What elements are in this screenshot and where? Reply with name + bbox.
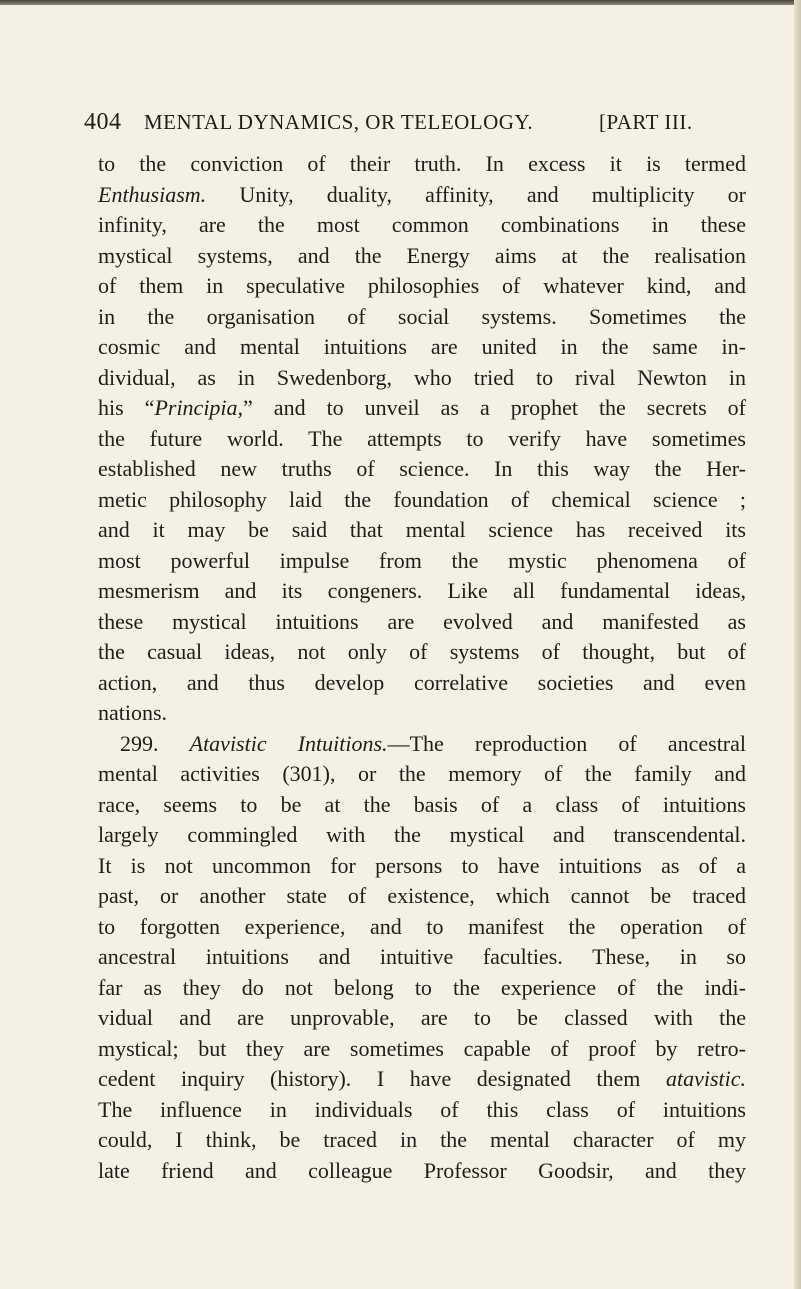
- text-line: infinity, are the most common combinations in these: [98, 212, 746, 237]
- running-head-part: [PART III.: [599, 110, 693, 134]
- section-heading-line: 299. Atavistic Intuitions.—The reproduction of ancestral: [120, 730, 747, 756]
- text-line: late friend and colleague Professor Goodsir, and they: [98, 1157, 746, 1183]
- text-line: Enthusiasm. Unity, duality, affinity, and multiplicity or: [98, 181, 746, 207]
- text-line: and it may be said that mental science has received its: [98, 517, 746, 542]
- text-line: the casual ideas, not only of systems of thought, but of: [98, 639, 746, 664]
- text-line: mesmerism and its congeners. Like all fundamental ideas,: [98, 578, 746, 603]
- text-line: established new truths of science. In this way the Her-: [98, 456, 746, 481]
- text-line: of them in speculative philosophies of whatever kind, and: [98, 273, 746, 298]
- text-line: these mystical intuitions are evolved and manifested as: [98, 608, 746, 634]
- text-line: action, and thus develop correlative societies and even: [98, 669, 746, 695]
- text-line: past, or another state of existence, which cannot be traced: [98, 883, 746, 908]
- text-line: It is not uncommon for persons to have intuitions as of a: [98, 852, 746, 878]
- text-line: race, seems to be at the basis of a class of intuitions: [98, 791, 746, 817]
- page-number: 404: [84, 109, 122, 135]
- text-line: far as they do not belong to the experience of the indi-: [98, 974, 746, 1000]
- italic-term: Enthusiasm.: [98, 181, 207, 207]
- text-line: his “Principia,” and to unveil as a prophet the secrets of: [98, 395, 746, 420]
- text-line: dividual, as in Swedenborg, who tried to rival Newton in: [98, 364, 746, 390]
- italic-title: Principia,: [154, 395, 244, 420]
- text-line: metic philosophy laid the foundation of chemical science ;: [98, 486, 746, 512]
- page-right-edge: [794, 0, 801, 1289]
- text-line: vidual and are unprovable, are to be classed with the: [98, 1005, 746, 1030]
- text-line: mystical systems, and the Energy aims at the realisation: [98, 242, 746, 268]
- text-line: to the conviction of their truth. In excess it is termed: [98, 151, 746, 176]
- text-line: largely commingled with the mystical and transcendental.: [98, 822, 746, 847]
- text-line: mental activities (301), or the memory of the family and: [98, 761, 746, 786]
- text-line: cedent inquiry (history). I have designated them atavistic.: [98, 1066, 746, 1091]
- text-line: to forgotten experience, and to manifest the operation of: [98, 913, 746, 939]
- running-head: [84, 104, 744, 140]
- body-text: [98, 149, 746, 1186]
- text-line: the future world. The attempts to verify have sometimes: [98, 425, 746, 451]
- text-line: could, I think, be traced in the mental character of my: [98, 1127, 746, 1152]
- text-line: The influence in individuals of this class of intuitions: [98, 1096, 746, 1122]
- text-line: nations.: [98, 700, 168, 725]
- italic-term: atavistic.: [665, 1066, 746, 1091]
- section-number: 299.: [120, 730, 190, 756]
- page-top-edge: [0, 0, 801, 5]
- text-line: mystical; but they are sometimes capable of proof by retro-: [98, 1035, 746, 1061]
- text-line: most powerful impulse from the mystic phenomena of: [98, 547, 746, 573]
- text-line: ancestral intuitions and intuitive faculties. These, in so: [98, 944, 746, 969]
- text-line: in the organisation of social systems. Sometimes the: [98, 303, 746, 329]
- section-title: Atavistic Intuitions.: [189, 730, 388, 756]
- text-line: cosmic and mental intuitions are united in the same in-: [98, 334, 746, 359]
- running-head-title: MENTAL DYNAMICS, OR TELEOLOGY.: [144, 110, 534, 134]
